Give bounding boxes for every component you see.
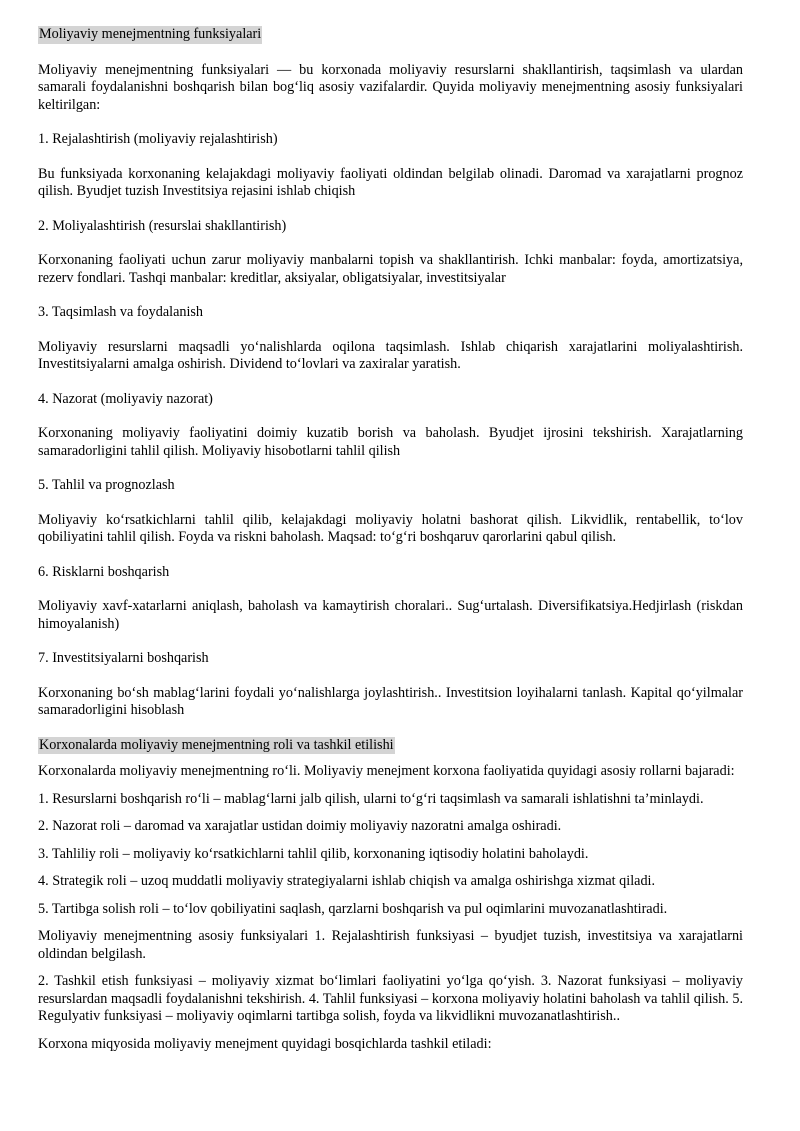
intro-paragraph: Moliyaviy menejmentning funksiyalari — bu korxonada moliyaviy resurslarni shakllantirish, taqsimlash va ulardan samarali foydalanishni boshqarish bilan bog‘liq asosiy vazifalardir. Quyida moliyaviy menejmentning asosiy funksiyalari keltirilgan:	[38, 61, 743, 113]
item-text-7: Korxonaning bo‘sh mablag‘larini foydali yo‘nalishlarga joylashtirish.. Investitsion loyihalarni tanlash. Kapital qo‘yilmalar samaradorligini hisoblash	[38, 684, 743, 718]
item-title-2: 2. Moliyalashtirish (resurslai shakllantirish)	[38, 217, 287, 234]
item-text-5: Moliyaviy ko‘rsatkichlarni tahlil qilib, kelajakdagi moliyaviy holatni bashorat qilish. Likvidlik, rentabellik, to‘lov qobiliyatini tahlil qilish. Foyda va riskni baholash. Maqsad: to‘g‘ri boshqaruv qarorlarini qabul qilish.	[38, 511, 743, 545]
role-item-4: 4. Strategik roli – uzoq muddatli moliyaviy strategiyalarni ishlab chiqish va amalga oshirishga xizmat qiladi.	[38, 873, 656, 889]
item-text-6: Moliyaviy xavf-xatarlarni aniqlash, baholash va kamaytirish choralari.. Sug‘urtalash. Diversifikatsiya.Hedjirlash (riskdan himoyalanish)	[38, 598, 743, 632]
item-title-1: 1. Rejalashtirish (moliyaviy rejalashtirish)	[38, 131, 278, 147]
item-title-4: 4. Nazorat (moliyaviy nazorat)	[38, 390, 213, 407]
item-title-7: 7. Investitsiyalarni boshqarish	[38, 650, 209, 666]
item-text-1: Bu funksiyada korxonaning kelajakdagi moliyaviy faoliyati oldindan belgilab olinadi. Daromad va xarajatlarni prognoz qilish. Byudjet tuzish Investitsiya rejasini ishlab chiqish	[38, 165, 743, 199]
role-item-5: 5. Tartibga solish roli – to‘lov qobiliyatini saqlash, qarzlarni boshqarish va pul oqimlarini muvozanatlashtiradi.	[38, 900, 668, 917]
item-text-2: Korxonaning faoliyati uchun zarur moliyaviy manbalarni topish va shakllantirish. Ichki manbalar: foyda, amortizatsiya, rezerv fondlari. Tashqi manbalar: kreditlar, aksiyalar, obligatsiyalar, investitsiyalar	[38, 252, 743, 286]
item-title-5: 5. Tahlil va prognozlash	[38, 477, 175, 493]
role-item-2: 2. Nazorat roli – daromad va xarajatlar ustidan doimiy moliyaviy nazoratni amalga oshiradi.	[38, 818, 562, 834]
closing-paragraph: Korxona miqyosida moliyaviy menejment quyidagi bosqichlarda tashkil etiladi:	[38, 1035, 492, 1052]
section-heading-role: Korxonalarda moliyaviy menejmentning roli va tashkil etilishi	[39, 736, 394, 753]
role-item-3: 3. Tahliliy roli – moliyaviy ko‘rsatkichlarni tahlil qilib, korxonaning iqtisodiy holatini baholaydi.	[38, 845, 589, 862]
item-title-3: 3. Taqsimlash va foydalanish	[38, 304, 204, 320]
functions-paragraph-1: Moliyaviy menejmentning asosiy funksiyalari 1. Rejalashtirish funksiyasi – byudjet tuzish, investitsiya va xarajatlarni oldindan belgilash.	[38, 928, 743, 962]
section-heading-functions: Moliyaviy menejmentning funksiyalari	[39, 26, 262, 42]
item-title-6: 6. Risklarni boshqarish	[38, 563, 170, 580]
role-intro-paragraph: Korxonalarda moliyaviy menejmentning ro‘li. Moliyaviy menejment korxona faoliyatida quyidagi asosiy rollarni bajaradi:	[38, 763, 735, 779]
item-text-3: Moliyaviy resurslarni maqsadli yo‘nalishlarda oqilona taqsimlash. Ishlab chiqarish xarajatlarini moliyalashtirish. Investitsiyalarni amalga oshirish. Dividend to‘lovlari va zaxiralar yaratish.	[38, 338, 743, 372]
document-page	[38, 26, 743, 1053]
role-item-1: 1. Resurslarni boshqarish ro‘li – mablag‘larni jalb qilish, ularni to‘g‘ri taqsimlash va samarali ishlatishni ta’minlaydi.	[38, 790, 704, 807]
functions-paragraph-2: 2. Tashkil etish funksiyasi – moliyaviy xizmat bo‘limlari faoliyatini yo‘lga qo‘yish. 3. Nazorat funksiyasi – moliyaviy resurslardan maqsadli foydalanishni tekshirish. 4. Tahlil funksiyasi – korxona moliyaviy holatini baholash va tahlil qilish. 5. Regulyativ funksiyasi – moliyaviy oqimlarni tartibga solish, foyda va likvidlikni muvozanatlashtirish..	[38, 973, 743, 1024]
item-text-4: Korxonaning moliyaviy faoliyatini doimiy kuzatib borish va baholash. Byudjet ijrosini tekshirish. Xarajatlarning samaradorligini tahlil qilish. Moliyaviy hisobotlarni tahlil qilish	[38, 425, 743, 459]
